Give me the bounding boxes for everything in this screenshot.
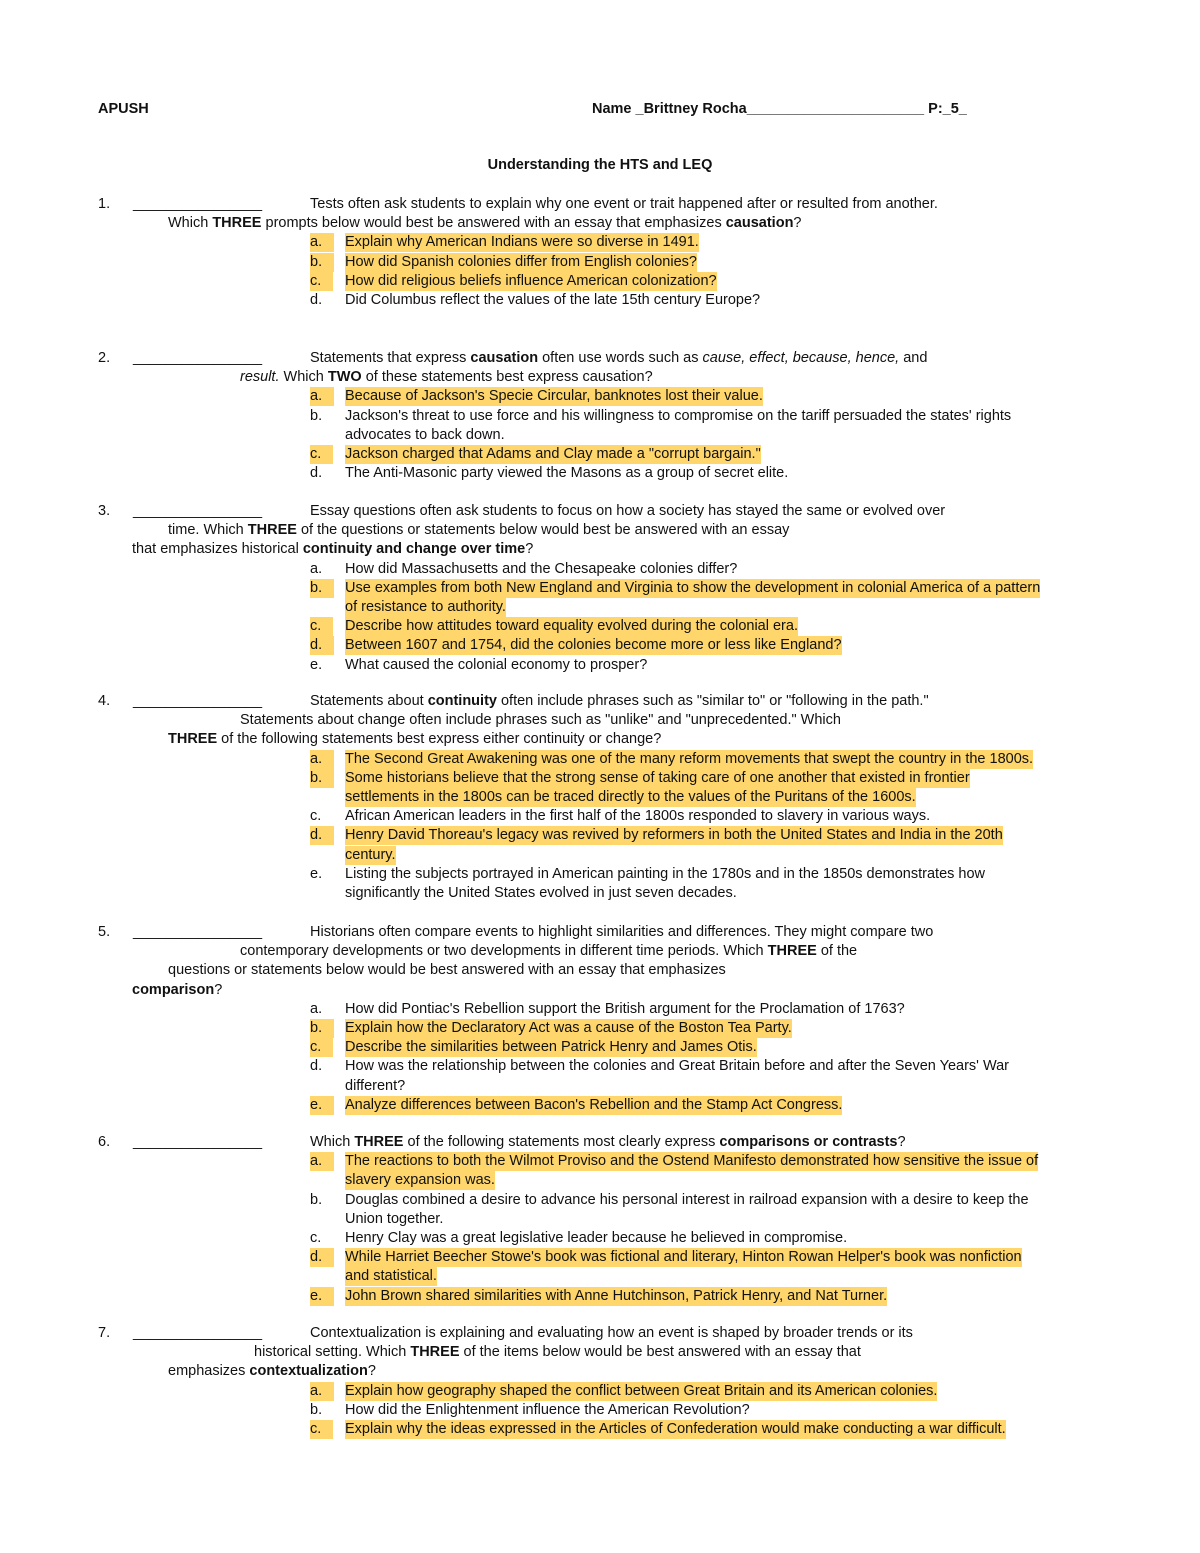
option-letter: d. xyxy=(310,1248,334,1267)
option-letter: c. xyxy=(310,808,322,825)
option-letter: e. xyxy=(310,656,323,673)
option-text: How did Massachusetts and the Chesapeake colonies differ? xyxy=(345,560,738,577)
question-prompt-line xyxy=(168,1362,376,1381)
prompt-text: ? xyxy=(525,541,534,558)
option-text: Some historians believe that the strong sense of taking care of one another that existed in frontier xyxy=(345,769,970,786)
option-text: Did Columbus reflect the values of the late 15th century Europe? xyxy=(345,292,761,308)
option-letter: a. xyxy=(310,387,334,406)
option-letter: d. xyxy=(310,1058,323,1075)
prompt-text: that emphasizes historical xyxy=(132,541,303,558)
option-text: While Harriet Beecher Stowe's book was fictional and literary, Hinton Rowan Helper's book was nonfiction xyxy=(345,1249,1022,1266)
option-letter: b. xyxy=(310,253,334,272)
prompt-text: Statements about xyxy=(310,693,428,709)
answer-blank[interactable]: ________________ xyxy=(133,503,263,519)
question-prompt-line xyxy=(310,692,929,711)
option-text: Jackson's threat to use force and his willingness to compromise on the tariff persuaded the states' rights xyxy=(345,407,1012,424)
prompt-emphasis: THREE xyxy=(168,731,218,748)
option-text: How was the relationship between the colonies and Great Britain before and after the Seven Years' War xyxy=(345,1058,1009,1075)
option-text: Douglas combined a desire to advance his personal interest in railroad expansion with a desire to keep the xyxy=(345,1191,1029,1208)
question-prompt-line xyxy=(310,1324,913,1343)
answer-blank[interactable]: ________________ xyxy=(133,196,263,212)
prompt-emphasis: continuity and change over time xyxy=(302,541,526,558)
option-text: Between 1607 and 1754, did the colonies become more or less like England? xyxy=(345,637,842,654)
option-letter: c. xyxy=(310,272,333,291)
prompt-emphasis: comparison xyxy=(132,981,215,998)
question-prompt-line xyxy=(168,214,802,233)
option-letter: d. xyxy=(310,465,323,482)
option-text: Listing the subjects portrayed in American painting in the 1780s and in the 1850s demonstrates how xyxy=(345,865,986,882)
option-letter: a. xyxy=(310,560,323,577)
prompt-emphasis: THREE xyxy=(247,522,297,539)
option-text: How did religious beliefs influence American colonization? xyxy=(345,272,717,289)
question-number: 2. xyxy=(98,350,111,366)
answer-blank[interactable]: ________________ xyxy=(133,350,263,366)
option-text: Describe the similarities between Patrick Henry and James Otis. xyxy=(345,1039,757,1056)
question-number: 5. xyxy=(98,924,111,940)
prompt-text: of the items below would be best answered with an essay that xyxy=(459,1344,861,1361)
option-letter: a. xyxy=(310,1000,323,1017)
prompt-text: of the following statements most clearly express xyxy=(403,1134,720,1150)
question-prompt-line xyxy=(240,368,653,387)
option-text: Explain why the ideas expressed in the Articles of Confederation would make conducting a war difficult. xyxy=(345,1421,1006,1437)
answer-blank[interactable]: ________________ xyxy=(133,1325,263,1341)
option-text: of resistance to authority. xyxy=(345,599,506,615)
prompt-emphasis: continuity xyxy=(427,693,497,709)
prompt-emphasis: THREE xyxy=(410,1344,460,1361)
student-name-line: Name _Brittney Rocha______________________ P:_5_ xyxy=(592,101,967,117)
option-letter: c. xyxy=(310,1420,333,1439)
question-prompt-line xyxy=(240,711,841,730)
answer-blank[interactable]: ________________ xyxy=(133,693,263,709)
prompt-emphasis: comparisons or contrasts xyxy=(719,1134,898,1150)
option-text: settlements in the 1800s can be traced directly to the values of the Puritans of the 1600s. xyxy=(345,789,916,805)
prompt-text: Statements about change often include phrases such as "unlike" and "unprecedented." Which xyxy=(240,712,841,729)
option-text: Explain how geography shaped the conflict between Great Britain and its American colonies. xyxy=(345,1382,938,1399)
prompt-text: ? xyxy=(214,981,223,998)
prompt-text: Statements that express xyxy=(310,350,471,366)
prompt-text: questions or statements below would be best answered with an essay that emphasizes xyxy=(168,962,726,979)
option-text: Use examples from both New England and Virginia to show the development in colonial America of a pattern xyxy=(345,579,1041,596)
option-text: What caused the colonial economy to prosper? xyxy=(345,656,648,673)
option-text: How did Spanish colonies differ from English colonies? xyxy=(345,253,697,270)
option-text: The Second Great Awakening was one of the many reform movements that swept the country in the 1800s. xyxy=(345,750,1034,767)
option-letter: d. xyxy=(310,292,323,308)
option-text: Explain why American Indians were so diverse in 1491. xyxy=(345,234,699,251)
option-letter: c. xyxy=(310,445,333,464)
prompt-emphasis: causation xyxy=(470,350,539,366)
option-text: Describe how attitudes toward equality evolved during the colonial era. xyxy=(345,618,798,635)
option-letter: e. xyxy=(310,1096,334,1115)
prompt-text: ? xyxy=(367,1363,376,1380)
option-letter: b. xyxy=(310,1191,323,1208)
option-text: How did the Enlightenment influence the American Revolution? xyxy=(345,1401,750,1418)
option-text: How did Pontiac's Rebellion support the British argument for the Proclamation of 1763? xyxy=(345,1000,905,1017)
prompt-text: contemporary developments or two developments in different time periods. Which xyxy=(240,943,768,960)
answer-blank[interactable]: ________________ xyxy=(133,924,263,940)
question-prompt-line xyxy=(310,1133,906,1152)
prompt-text: Tests often ask students to explain why one event or trait happened after or resulted from another. xyxy=(310,196,938,212)
option-letter: a. xyxy=(310,1152,334,1171)
option-text: The Anti-Masonic party viewed the Masons as a group of secret elite. xyxy=(345,465,789,482)
option-text: Explain how the Declaratory Act was a cause of the Boston Tea Party. xyxy=(345,1020,792,1036)
option-letter: b. xyxy=(310,579,334,598)
option-letter: d. xyxy=(310,826,334,845)
page-title: Understanding the HTS and LEQ xyxy=(487,157,713,173)
option-letter: a. xyxy=(310,750,334,769)
option-letter: b. xyxy=(310,769,334,788)
answer-blank[interactable]: ________________ xyxy=(133,1134,263,1150)
option-text: Henry Clay was a great legislative leader because he believed in compromise. xyxy=(345,1230,848,1246)
option-letter: e. xyxy=(310,1287,334,1306)
question-prompt-line xyxy=(132,540,533,559)
prompt-text: ? xyxy=(793,215,802,232)
option-letter: c. xyxy=(310,617,333,636)
question-number: 1. xyxy=(98,196,111,212)
option-letter: c. xyxy=(310,1038,333,1057)
option-text: advocates to back down. xyxy=(345,426,505,443)
option-letter: a. xyxy=(310,233,334,252)
question-prompt-line xyxy=(310,923,933,942)
option-letter: a. xyxy=(310,1382,334,1401)
option-text: Because of Jackson's Specie Circular, banknotes lost their value. xyxy=(345,388,763,405)
prompt-text: prompts below would best be answered with an essay that emphasizes xyxy=(261,215,726,232)
option-letter: e. xyxy=(310,865,323,882)
prompt-text: and xyxy=(899,350,928,366)
prompt-text: Historians often compare events to highlight similarities and differences. They might compare two xyxy=(310,924,934,940)
prompt-emphasis: THREE xyxy=(767,943,817,960)
prompt-text: ? xyxy=(897,1134,906,1150)
option-text: significantly the United States evolved in just seven decades. xyxy=(345,885,737,901)
question-prompt-line xyxy=(168,961,726,980)
question-number: 3. xyxy=(98,503,111,519)
option-text: slavery expansion was. xyxy=(345,1172,495,1189)
question-number: 6. xyxy=(98,1134,111,1150)
question-prompt-line xyxy=(310,195,938,214)
option-letter: b. xyxy=(310,1019,334,1038)
option-text: African American leaders in the first half of the 1800s responded to slavery in various ways. xyxy=(345,808,931,825)
option-text: Union together. xyxy=(345,1210,444,1227)
prompt-italic: cause, effect, because, hence, xyxy=(702,350,900,366)
option-text: Jackson charged that Adams and Clay made a "corrupt bargain." xyxy=(345,446,761,462)
prompt-text: of the xyxy=(816,943,858,960)
prompt-text: emphasizes xyxy=(168,1363,250,1380)
prompt-text: Contextualization is explaining and evaluating how an event is shaped by broader trends or its xyxy=(310,1325,913,1341)
course-label: APUSH xyxy=(98,101,149,117)
prompt-text: of these statements best express causation? xyxy=(361,369,653,386)
prompt-text: Which xyxy=(310,1134,355,1150)
option-text: Analyze differences between Bacon's Rebellion and the Stamp Act Congress. xyxy=(345,1096,843,1113)
option-text: century. xyxy=(345,846,396,863)
option-text: John Brown shared similarities with Anne Hutchinson, Patrick Henry, and Nat Turner. xyxy=(345,1287,888,1304)
prompt-emphasis: TWO xyxy=(327,369,362,386)
question-prompt-line xyxy=(168,521,789,540)
question-prompt-line xyxy=(168,730,661,749)
option-letter: d. xyxy=(310,636,334,655)
prompt-text: Which xyxy=(168,215,213,232)
option-letter: c. xyxy=(310,1230,322,1246)
question-prompt-line xyxy=(240,942,857,961)
question-number: 7. xyxy=(98,1325,111,1341)
option-text: Henry David Thoreau's legacy was revived by reformers in both the United States and India in the 20th xyxy=(345,827,1003,844)
prompt-text: Essay questions often ask students to focus on how a society has stayed the same or evolved over xyxy=(310,503,946,519)
question-number: 4. xyxy=(98,693,111,709)
prompt-emphasis: causation xyxy=(725,215,794,232)
option-letter: b. xyxy=(310,407,323,424)
option-letter: b. xyxy=(310,1401,323,1418)
prompt-text: time. Which xyxy=(168,522,248,539)
option-text: The reactions to both the Wilmot Proviso and the Ostend Manifesto demonstrated how sensitive the issue of xyxy=(345,1153,1039,1170)
prompt-text: of the following statements best express either continuity or change? xyxy=(217,731,662,748)
option-text: and statistical. xyxy=(345,1268,437,1285)
prompt-text: historical setting. Which xyxy=(254,1344,411,1361)
prompt-text: often use words such as xyxy=(538,350,703,366)
prompt-emphasis: contextualization xyxy=(249,1363,368,1380)
option-text: different? xyxy=(345,1077,406,1094)
question-prompt-line xyxy=(132,981,222,1000)
prompt-emphasis: THREE xyxy=(354,1134,404,1150)
prompt-text: of the questions or statements below would best be answered with an essay xyxy=(296,522,790,539)
prompt-emphasis: THREE xyxy=(212,215,262,232)
prompt-text: often include phrases such as "similar to" or "following in the path." xyxy=(496,693,929,709)
prompt-italic: result. xyxy=(240,369,280,386)
question-prompt-line xyxy=(310,349,927,368)
prompt-text: Which xyxy=(279,369,328,386)
question-prompt-line xyxy=(254,1343,861,1362)
question-prompt-line xyxy=(310,502,945,521)
